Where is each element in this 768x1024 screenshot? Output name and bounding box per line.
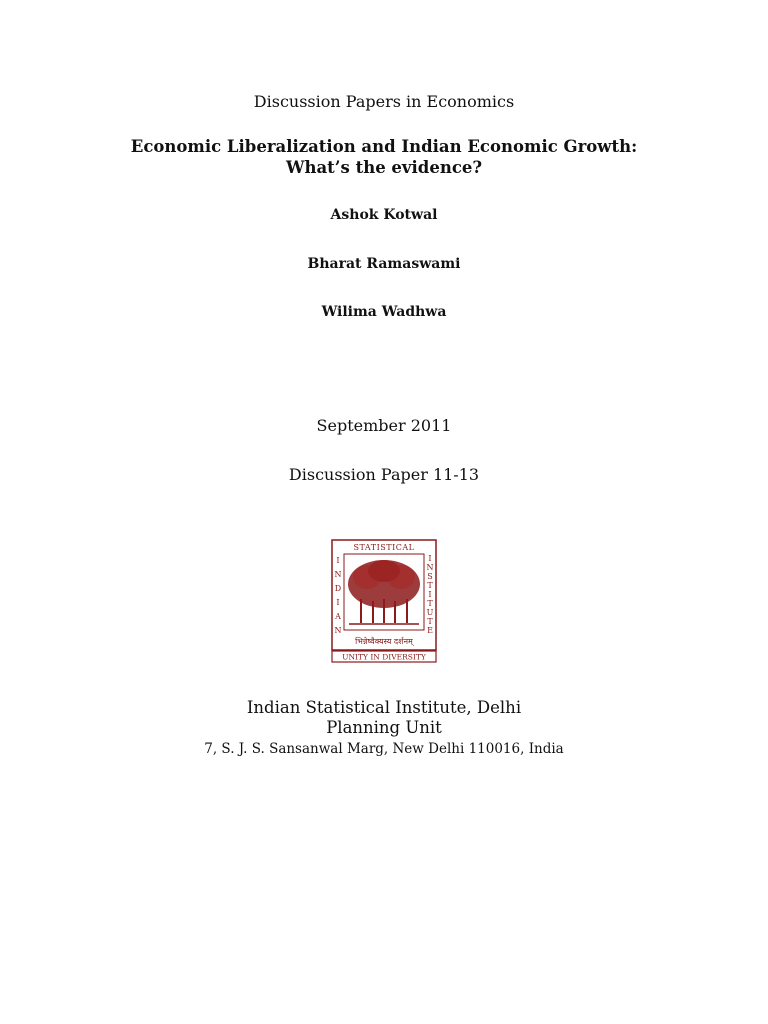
publication-date: September 2011 — [316, 416, 452, 435]
series-name: Discussion Papers in Economics — [253, 92, 515, 111]
paper-title-line-2: What’s the evidence? — [285, 158, 483, 177]
logo-bottom-text: UNITY IN DIVERSITY — [342, 652, 426, 662]
logo-right-letter-6: T — [427, 599, 433, 608]
logo-right-letter-9: E — [427, 626, 433, 635]
institution-address: 7, S. J. S. Sansanwal Marg, New Delhi 110016, India — [204, 741, 564, 757]
logo-left-letter-2: N — [334, 570, 342, 579]
logo-left-letter-1: I — [336, 556, 340, 565]
logo-left-letter-5: A — [335, 612, 341, 621]
logo-right-letter-1: I — [428, 554, 432, 563]
author-1: Ashok Kotwal — [330, 207, 438, 223]
logo-right-letter-8: T — [427, 617, 433, 626]
isi-logo — [331, 539, 437, 663]
logo-right-letter-2: N — [426, 563, 434, 572]
paper-title-line-1: Economic Liberalization and Indian Economic Growth: — [130, 137, 638, 156]
logo-right-letter-7: U — [426, 608, 434, 617]
logo-left-letter-6: N — [334, 626, 342, 635]
banyan-tree-icon — [348, 560, 420, 624]
logo-left-letter-3: D — [334, 584, 342, 593]
paper-title — [0, 136, 768, 178]
logo-hindi-motto: भिन्नेष्वैक्यस्य दर्शनम् — [355, 637, 413, 646]
logo-right-letter-3: S — [427, 572, 433, 581]
institution-unit: Planning Unit — [326, 718, 442, 737]
author-2: Bharat Ramaswami — [307, 256, 461, 272]
logo-top-text: STATISTICAL — [353, 543, 415, 552]
logo-right-letter-4: T — [427, 581, 433, 590]
author-3: Wilima Wadhwa — [321, 304, 447, 320]
paper-number: Discussion Paper 11-13 — [288, 465, 480, 484]
logo-left-letter-4: I — [336, 598, 340, 607]
institution-name: Indian Statistical Institute, Delhi — [246, 698, 522, 717]
logo-right-letter-5: I — [428, 590, 432, 599]
